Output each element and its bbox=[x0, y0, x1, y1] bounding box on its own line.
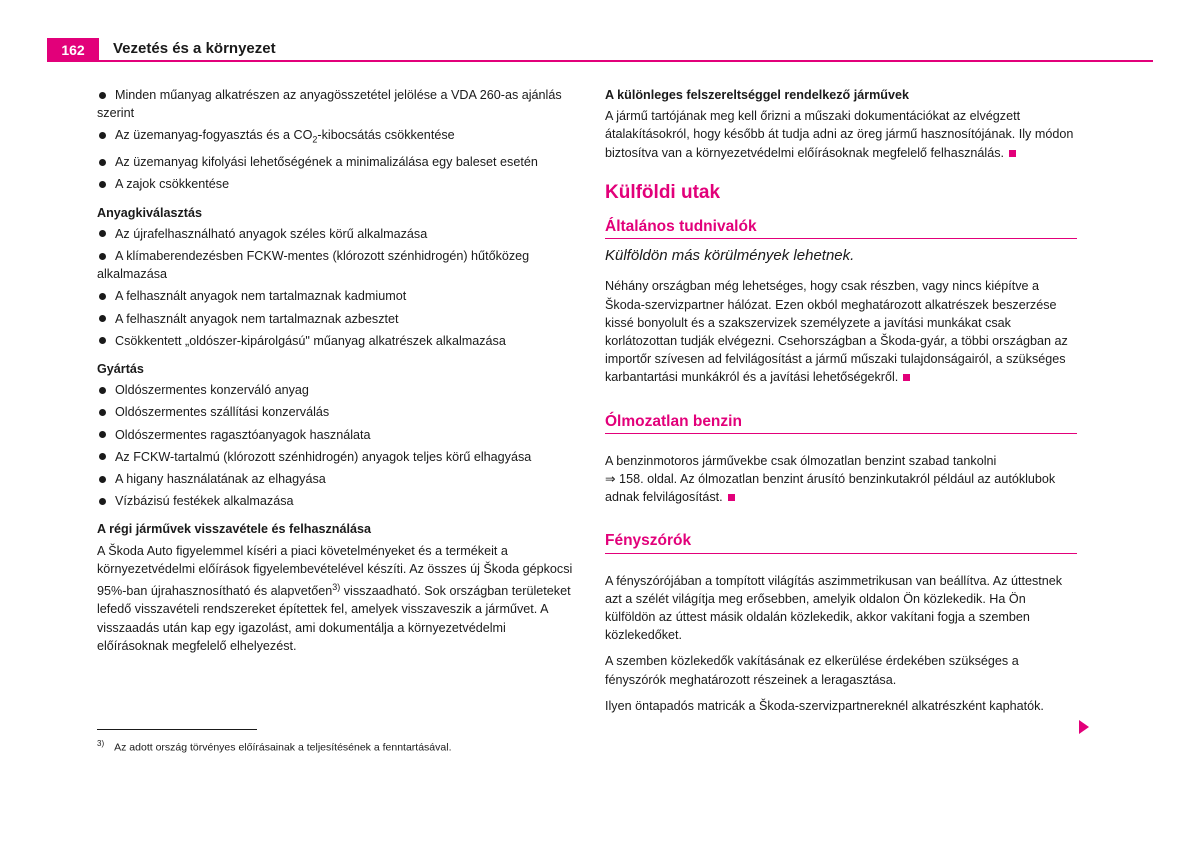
bullet-icon bbox=[99, 230, 106, 237]
footnote bbox=[97, 739, 577, 754]
list-item: A higany használatának az elhagyása bbox=[97, 470, 573, 488]
left-column bbox=[97, 86, 573, 663]
special-vehicles-paragraph: A jármű tartójának meg kell őrizni a műszaki dokumentációkat az elvégzett átalakításokról, hogy később át tudja adni az öreg jármű hasznosítójának. Ily módon biztosítva van a környezetvédelmi előírásoknak megfelelő felhasználás. bbox=[605, 109, 1074, 160]
footnote-reference[interactable]: 3) bbox=[332, 581, 341, 592]
special-vehicles-heading: A különleges felszereltséggel rendelkező járművek bbox=[605, 88, 910, 102]
list-item: Oldószermentes konzerváló anyag bbox=[97, 381, 573, 399]
chapter-title: Vezetés és a környezet bbox=[113, 40, 276, 57]
list-item: Az FCKW-tartalmú (klórozott szénhidrogén) anyagok teljes körű elhagyása bbox=[97, 448, 573, 466]
list-item: Minden műanyag alkatrészen az anyagösszetétel jelölése a VDA 260-as ajánlás szerint bbox=[97, 88, 562, 121]
page-header bbox=[47, 38, 1153, 62]
unleaded-fuel-paragraph: A benzinmotoros járművekbe csak ólmozatlan benzint szabad tankolni ⇒ 158. oldal. Az ólmozatlan benzint árusító benzinkutakról például az autóklubok adnak felvilágosítást. bbox=[605, 453, 1056, 505]
bullet-icon bbox=[99, 431, 106, 438]
list-item: Az üzemanyag kifolyási lehetőségének a minimalizálása egy baleset esetén bbox=[97, 153, 573, 171]
list-item: A klímaberendezésben FCKW-mentes (klórozott szénhidrogén) hűtőközeg alkalmazása bbox=[97, 248, 530, 282]
headlights-heading: Fényszórók bbox=[605, 532, 1077, 553]
materials-list bbox=[97, 225, 573, 350]
bullet-icon bbox=[99, 337, 106, 344]
bullet-icon bbox=[99, 387, 106, 394]
unleaded-fuel-heading: Ólmozatlan benzin bbox=[605, 413, 1077, 434]
footnote-marker: 3) bbox=[97, 739, 105, 748]
bullet-icon bbox=[99, 92, 106, 99]
bullet-icon bbox=[99, 409, 106, 416]
list-item: Vízbázisú festékek alkalmazása bbox=[97, 492, 573, 510]
bullet-icon bbox=[99, 132, 106, 139]
recycling-heading: A régi járművek visszavétele és felhasználása bbox=[97, 522, 371, 537]
page-number: 162 bbox=[47, 38, 99, 60]
recycling-paragraph: A Škoda Auto figyelemmel kíséri a piaci követelményeket és a termékeit a környezetvédelmi előírások figyelembevételével készíti. Az összes új Škoda gépkocsi 95%-ban újrahasznosítható és alapvetően$^{3)}$ visszaadható. Sok országban területeket lefedő visszavételi rendszereket építettek fel, amelyek visszaveszik a járművet. A visszaadás után kap egy igazolást, ami dokumentálja a környezetvédelmi előírásoknak megfelelő elhelyezést. bbox=[97, 543, 573, 653]
list-item: Oldószermentes ragasztóanyagok használata bbox=[97, 426, 573, 444]
bullet-icon bbox=[99, 476, 106, 483]
bullet-icon bbox=[99, 181, 106, 188]
bullet-icon bbox=[99, 159, 106, 166]
general-info-heading: Általános tudnivalók bbox=[605, 218, 1077, 239]
section-end-icon bbox=[728, 494, 735, 501]
list-item: A zajok csökkentése bbox=[97, 175, 573, 193]
footnote-divider bbox=[97, 729, 257, 730]
intro-bullet-list bbox=[97, 86, 573, 194]
list-item: Az újrafelhasználható anyagok széles körű alkalmazása bbox=[97, 225, 573, 243]
general-info-paragraph: Néhány országban még lehetséges, hogy csak részben, vagy nincs kiépítve a Škoda-szervizpartner hálózat. Ezen okból meghatározott alkatrészek beszerzése kissé bonyolult és a szakszervizek személyzete a javítási munkákat csak korlátozottan tudják elvégezni. Csehországban a Škoda-gyár, a többi országban az importőr szívesen ad felvilágosítást a jármű műszaki tulajdonságairól, a szükséges karbantartási munkákról és a javítási lehetőségekről. bbox=[605, 279, 1068, 385]
headlights-paragraph: A szemben közlekedők vakításának ez elkerülése érdekében szükséges a fényszórók meghatározott részeinek a leragasztása. bbox=[605, 654, 1019, 687]
list-item: A felhasznált anyagok nem tartalmaznak kadmiumot bbox=[97, 287, 573, 305]
bullet-icon bbox=[99, 453, 106, 460]
continue-arrow-icon[interactable] bbox=[1079, 720, 1089, 734]
section-title: Külföldi utak bbox=[605, 181, 721, 203]
production-heading: Gyártás bbox=[97, 361, 144, 376]
bullet-icon bbox=[99, 498, 106, 505]
bullet-icon bbox=[99, 253, 106, 260]
right-column bbox=[605, 86, 1077, 723]
page-reference-arrow-icon[interactable]: ⇒ bbox=[605, 471, 616, 487]
list-item: Az üzemanyag-fogyasztás és a $CO_2$-kibocsátás csökkentése bbox=[97, 126, 573, 149]
headlights-paragraph: A fényszórójában a tompított világítás aszimmetrikusan van beállítva. Az úttestnek azt a szélét világítja meg erősebben, amelyik oldalon Ön közlekedik. Ha Ön külföldön az úttest másik oldalán közlekedik, akkor vakítani fogja a szemben közlekedőket. bbox=[605, 573, 1063, 643]
bullet-icon bbox=[99, 315, 106, 322]
footnote-text: Az adott ország törvényes előírásainak a teljesítésének a fenntartásával. bbox=[114, 741, 452, 754]
general-info-subtitle: Külföldön más körülmények lehetnek. bbox=[605, 247, 855, 265]
bullet-icon bbox=[99, 293, 106, 300]
production-list bbox=[97, 381, 573, 510]
list-item: A felhasznált anyagok nem tartalmaznak azbesztet bbox=[97, 310, 573, 328]
section-end-icon bbox=[1009, 150, 1016, 157]
list-item: Csökkentett „oldószer-kipárolgású" műanyag alkatrészek alkalmazása bbox=[97, 332, 573, 350]
materials-heading: Anyagkiválasztás bbox=[97, 205, 203, 220]
headlights-paragraph: Ilyen öntapadós matricák a Škoda-szervizpartnereknél alkatrészként kaphatók. bbox=[605, 698, 1044, 713]
list-item: Oldószermentes szállítási konzerválás bbox=[97, 403, 573, 421]
section-end-icon bbox=[903, 374, 910, 381]
